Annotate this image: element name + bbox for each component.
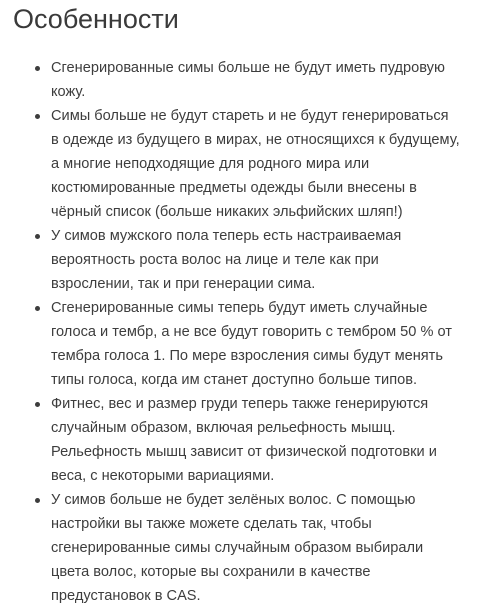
bullet-icon <box>35 66 40 71</box>
feature-text-line: предустановок в CAS. <box>51 588 201 604</box>
bullet-icon <box>35 114 40 119</box>
bullet-icon <box>35 234 40 239</box>
feature-text-line: вероятность роста волос на лице и теле как при <box>51 252 379 268</box>
feature-text-line: Симы больше не будут стареть и не будут генерироваться <box>51 108 449 124</box>
feature-text-line: Рельефность мышц зависит от физической подготовки и <box>51 444 437 460</box>
feature-item-5 <box>51 392 480 488</box>
feature-text-line: сгенерированные симы случайным образом выбирали <box>51 540 424 556</box>
bullet-icon <box>35 498 40 503</box>
feature-text-line: Сгенерированные симы теперь будут иметь случайные <box>51 300 428 316</box>
feature-item-4 <box>51 296 480 392</box>
feature-text-line: веса, с некоторыми вариациями. <box>51 468 275 484</box>
features-list <box>13 56 480 608</box>
feature-text-line: Фитнес, вес и размер груди теперь также генерируются <box>51 396 429 412</box>
feature-text-line: типы голоса, когда им станет доступно больше типов. <box>51 372 418 388</box>
feature-item-2 <box>51 104 480 224</box>
feature-text-line: У симов мужского пола теперь есть настраиваемая <box>51 228 402 244</box>
feature-text-line: тембра голоса 1. По мере взросления симы будут менять <box>51 348 443 364</box>
feature-item-6 <box>51 488 480 608</box>
feature-text-line: случайным образом, включая рельефность мышц. <box>51 420 396 436</box>
section-title: Особенности <box>13 4 179 34</box>
bullet-icon <box>35 306 40 311</box>
bullet-icon <box>35 402 40 407</box>
feature-item-1 <box>51 56 480 104</box>
feature-text-line: У симов больше не будет зелёных волос. С помощью <box>51 492 416 508</box>
feature-item-3 <box>51 224 480 296</box>
feature-text-line: костюмированные предметы одежды были внесены в <box>51 180 417 196</box>
feature-text-line: а многие неподходящие для родного мира или <box>51 156 370 172</box>
feature-text-line: голоса и тембр, а не все будут говорить с тембром 50 % от <box>51 324 452 340</box>
feature-text-line: Сгенерированные симы больше не будут иметь пудровую <box>51 60 445 76</box>
feature-text-line: кожу. <box>51 84 86 100</box>
feature-text-line: чёрный список (больше никаких эльфийских шляп!) <box>51 204 403 220</box>
feature-text-line: цвета волос, которые вы сохранили в качестве <box>51 564 371 580</box>
feature-text-line: настройки вы также можете сделать так, чтобы <box>51 516 372 532</box>
feature-text-line: взрослении, так и при генерации сима. <box>51 276 316 292</box>
feature-text-line: в одежде из будущего в мирах, не относящихся к будущему, <box>51 132 460 148</box>
